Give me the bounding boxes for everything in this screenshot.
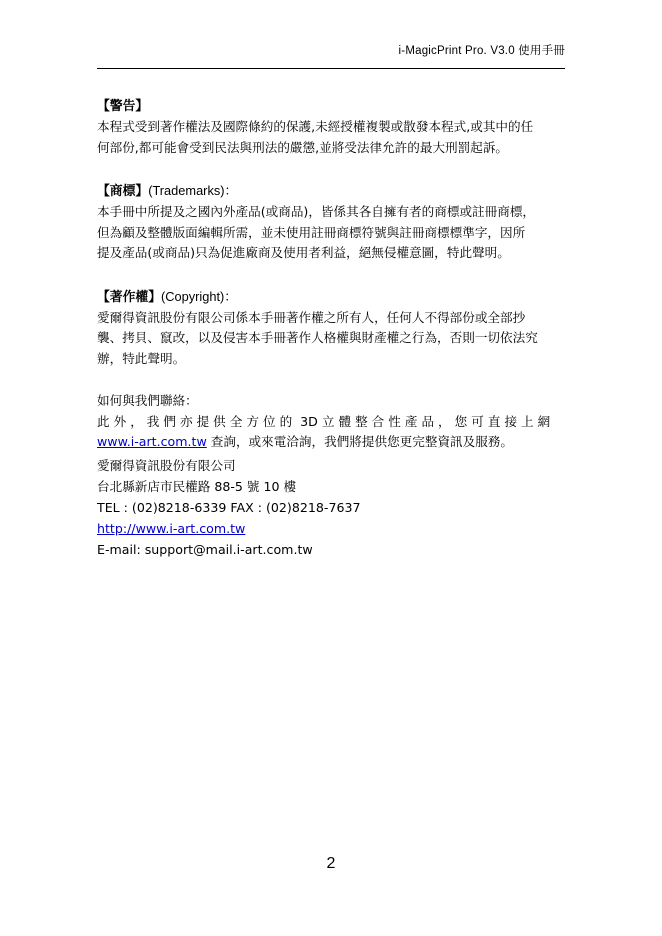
copyright-heading — [97, 286, 567, 308]
contact-intro-line-2-tail: 查詢，或來電洽詢，我們將提供您更完整資訊及服務。 — [206, 434, 514, 449]
company-website-link[interactable]: http://www.i-art.com.tw — [97, 521, 246, 536]
trademarks-line-3: 提及產品(或商品)只為促進廠商及使用者利益，絕無侵權意圖，特此聲明。 — [97, 245, 510, 260]
copyright-line-1: 愛爾得資訊股份有限公司係本手冊著作權之所有人，任何人不得部份或全部抄 — [97, 309, 526, 325]
copyright-section — [97, 286, 567, 370]
trademarks-heading-latin: (Trademarks)： — [148, 183, 238, 198]
copyright-heading-latin: (Copyright)： — [160, 288, 238, 304]
trademarks-line-2: 但為顧及整體版面編輯所需，並未使用註冊商標符號與註冊商標標準字，因所 — [97, 224, 526, 240]
trademarks-line-1: 本手冊中所提及之國內外產品(或商品)，皆係其各自擁有者的商標或註冊商標， — [97, 204, 536, 219]
website-link-inline[interactable]: www.i-art.com.tw — [97, 434, 207, 449]
contact-intro-section — [97, 391, 567, 453]
company-email: E-mail: support@mail.i-art.com.tw — [97, 542, 313, 557]
copyright-line-3: 辦，特此聲明。 — [97, 350, 186, 366]
document-body — [97, 96, 567, 467]
contact-intro-line-1: 此 外 ， 我 們 亦 提 供 全 方 位 的 3D 立 體 整 合 性 產 品 ， 您 可 直 接 上 網 — [97, 413, 551, 429]
copyright-heading-cjk: 【著作權】 — [97, 289, 161, 305]
page-number: 2 — [326, 855, 336, 872]
contact-intro-heading: 如何與我們聯絡： — [97, 393, 198, 408]
spacer — [97, 172, 567, 180]
company-phone-fax: TEL : (02)8218-6339 FAX : (02)8218-7637 — [97, 500, 361, 515]
contact-intro-line-2 — [97, 432, 567, 453]
spacer — [97, 383, 567, 391]
warning-section — [97, 96, 567, 158]
warning-heading: 【警告】 — [97, 99, 149, 114]
trademarks-section — [97, 180, 567, 264]
warning-line-2: 何部份,都可能會受到民法與刑法的嚴懲,並將受法律允許的最大刑罰起訴。 — [97, 139, 509, 155]
trademarks-heading-cjk: 【商標】 — [97, 184, 149, 199]
page-header: i-MagicPrint Pro. V3.0 使用手冊 — [398, 45, 565, 57]
header-divider — [97, 68, 565, 69]
warning-line-1: 本程式受到著作權法及國際條約的保護,未經授權複製或散發本程式,或其中的任 — [97, 119, 534, 134]
company-website-row — [97, 518, 567, 539]
company-address: 台北縣新店市民權路 88-5 號 10 樓 — [97, 479, 297, 494]
company-name: 愛爾得資訊股份有限公司 — [97, 458, 236, 473]
trademarks-heading — [97, 180, 567, 202]
copyright-line-2: 襲、拷貝、竄改，以及侵害本手冊著作人格權與財產權之行為，否則一切依法究 — [97, 330, 538, 345]
spacer — [97, 278, 567, 286]
contact-details — [97, 455, 567, 560]
